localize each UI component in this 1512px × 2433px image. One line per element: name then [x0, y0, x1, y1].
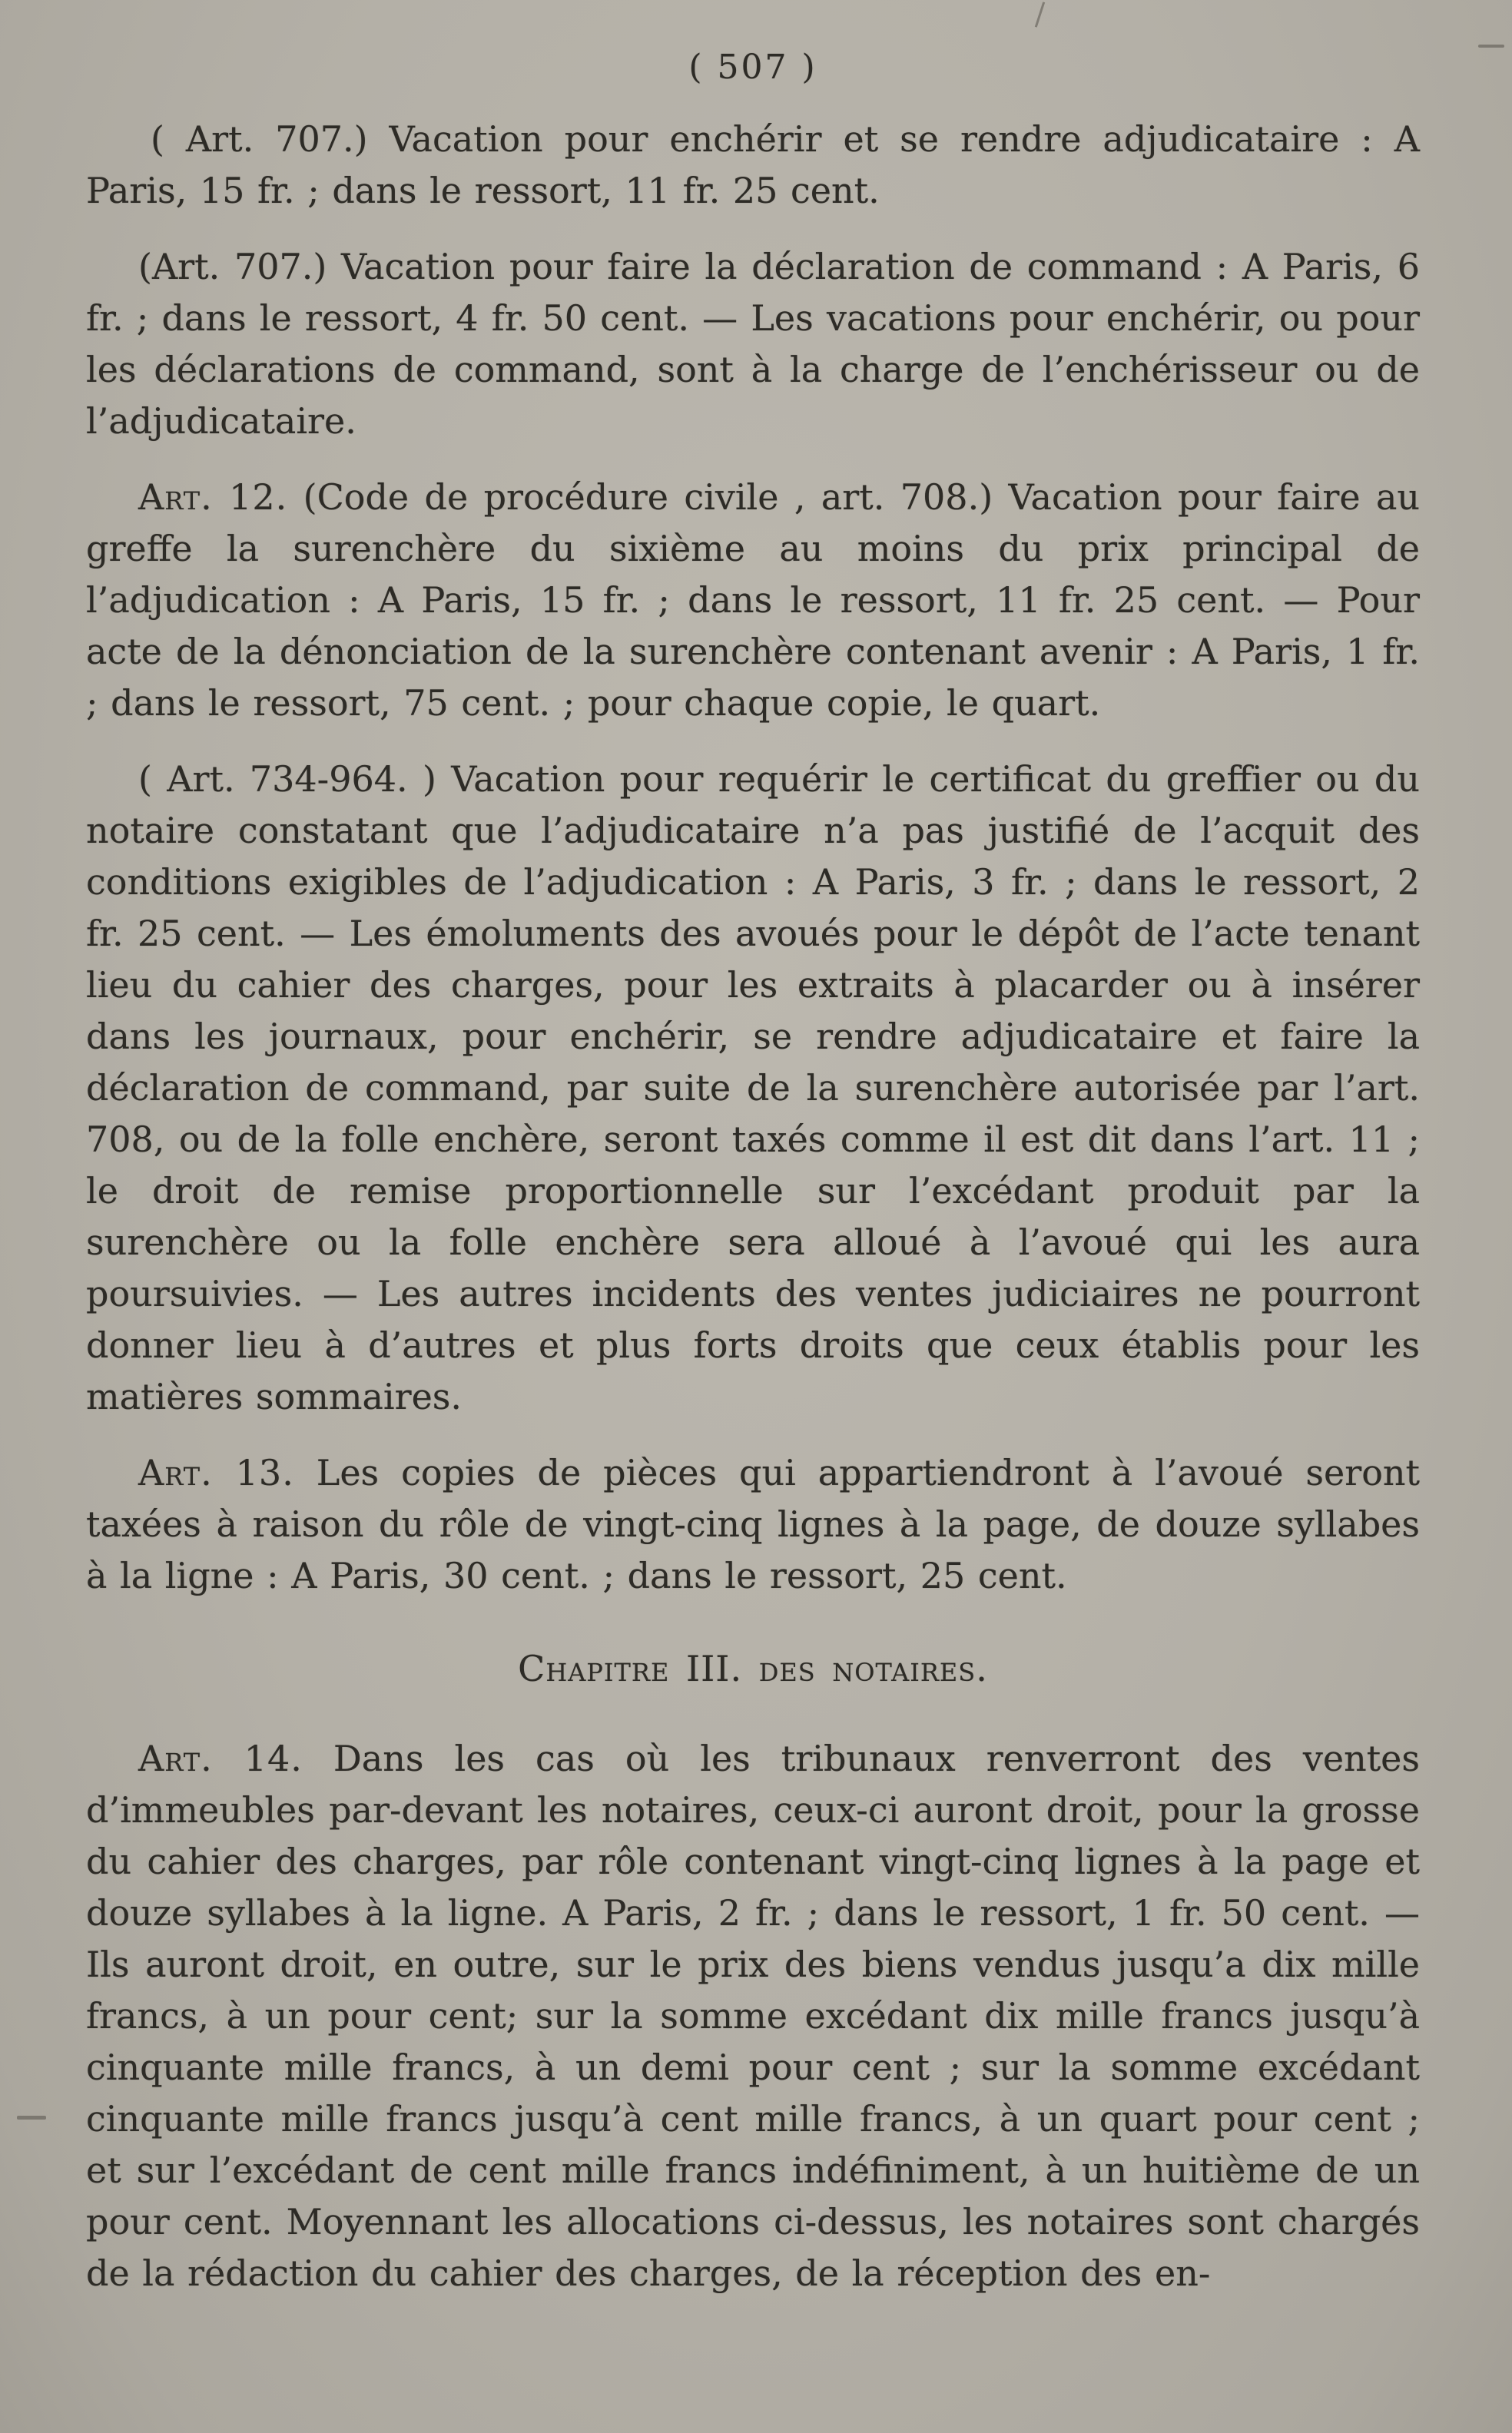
paragraph [86, 754, 1420, 1423]
paragraph-text: ( Art. 734-964. ) Vacation pour requérir le certificat du greffier ou du notaire constatant que l’adjudicataire n’a pas justifié de l’acquit des conditions exigibles de l’adjudication : A Paris, 3 fr. ; dans le ressort, 2 fr. 25 cent. — Les émoluments des avoués pour le dépôt de l’acte tenant lieu du cahier des charges, pour les extraits à placarder ou à insérer dans les journaux, pour enchérir, se rendre adjudicataire et faire la déclaration de command, par suite de la surenchère autorisée par l’art. 708, ou de la folle enchère, seront taxés comme il est dit dans l’art. 11 ; le droit de remise proportionnelle sur l’excédant produit par la surenchère ou la folle enchère sera alloué à l’avoué qui les aura poursuivies. — Les autres incidents des ventes judiciaires ne pourront donner lieu à d’autres et plus forts droits que ceux établis pour les matières sommaires. [86, 758, 1420, 1417]
paragraph [86, 241, 1420, 447]
scan-mark-right [1478, 45, 1504, 48]
page-number: ( 507 ) [688, 48, 817, 87]
paragraph [86, 114, 1420, 217]
paragraph [86, 1447, 1420, 1602]
body-text [86, 114, 1420, 2299]
paragraph-text: Dans les cas où les tribunaux renverront des ventes d’immeubles par-devant les notaires, ceux-ci auront droit, pour la grosse du cahier des charges, par rôle contenant vingt-cinq lignes à la page et douze syllabes à la ligne. A Paris, 2 fr. ; dans le ressort, 1 fr. 50 cent. — Ils auront droit, en outre, sur le prix des biens vendus jusqu’a dix mille francs, à un pour cent; sur la somme excédant dix mille francs jusqu’à cinquante mille francs, à un demi pour cent ; sur la somme excédant cinquante mille francs jusqu’à cent mille francs, à un quart pour cent ; et sur l’excédant de cent mille francs indéfiniment, à un huitième de un pour cent. Moyennant les allocations ci-dessus, les notaires sont chargés de la rédaction du cahier des charges, de la réception des en- [86, 1738, 1421, 2294]
paragraph [86, 472, 1420, 729]
article-label: Chapitre III. des notaires. [518, 1648, 988, 1689]
scan-mark-left-margin [17, 2116, 46, 2120]
article-label: Art. 13. [138, 1452, 294, 1493]
paragraph-text: (Code de procédure civile , art. 708.) Vacation pour faire au greffe la surenchère du sixième au moins du prix principal de l’adjudication : A Paris, 15 fr. ; dans le ressort, 11 fr. 25 cent. — Pour acte de la dénonciation de la surenchère contenant avenir : A Paris, 1 fr. ; dans le ressort, 75 cent. ; pour chaque copie, le quart. [86, 476, 1420, 724]
paragraph [86, 1733, 1420, 2299]
chapter-heading [86, 1643, 1420, 1695]
article-label: Art. 14. [138, 1738, 303, 1779]
article-label: Art. 12. [138, 476, 288, 518]
paragraph-text: Les copies de pièces qui appartiendront à l’avoué seront taxées à raison du rôle de vingt-cinq lignes à la page, de douze syllabes à la ligne : A Paris, 30 cent. ; dans le ressort, 25 cent. [86, 1452, 1420, 1596]
paragraph-text: (Art. 707.) Vacation pour faire la déclaration de command : A Paris, 6 fr. ; dans le ressort, 4 fr. 50 cent. — Les vacations pour enchérir, ou pour les déclarations de command, sont à la charge de l’enchérisseur ou de l’adjudicataire. [86, 246, 1420, 442]
paragraph-text: ( Art. 707.) Vacation pour enchérir et se rendre adjudicataire : A Paris, 15 fr. ; dans le ressort, 11 fr. 25 cent. [86, 118, 1420, 211]
